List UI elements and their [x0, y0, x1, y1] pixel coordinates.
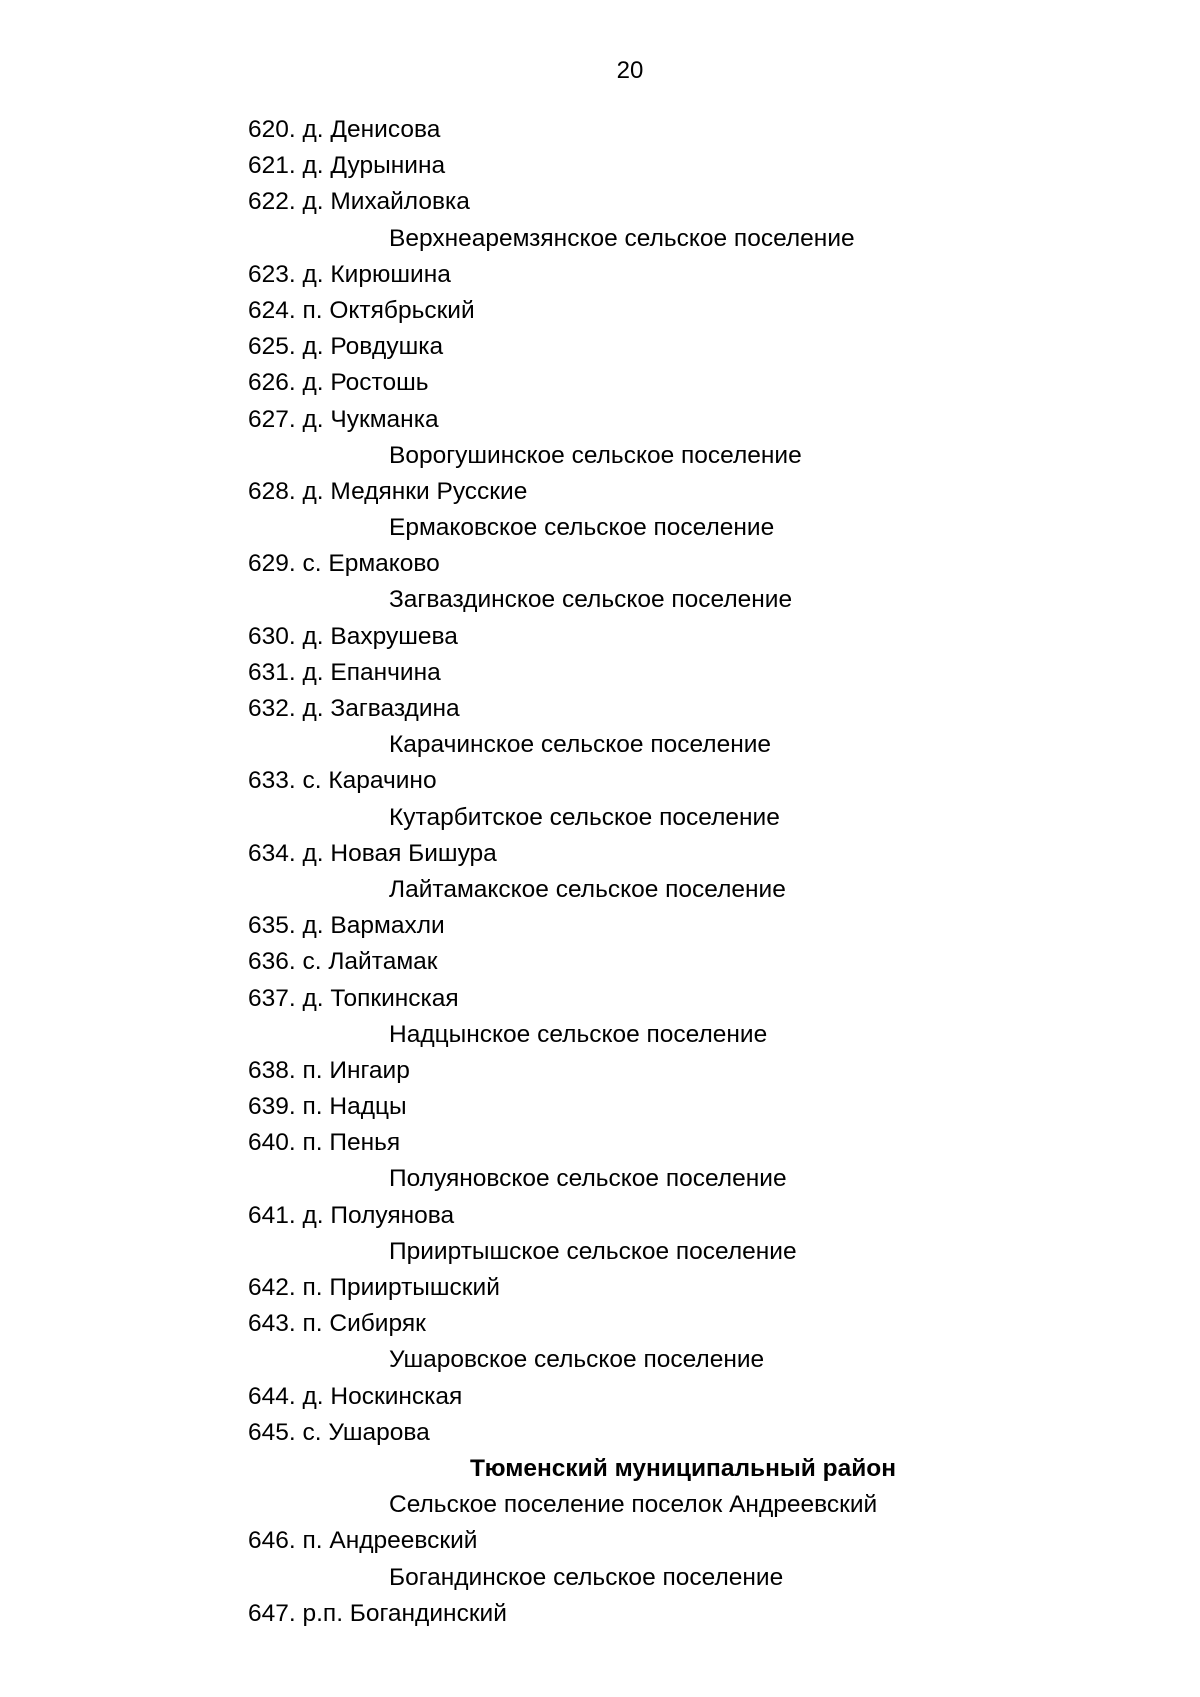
rural-settlement-heading: Полуяновское сельское поселение: [389, 1165, 787, 1193]
settlement-entry: 640. п. Пенья: [248, 1129, 401, 1157]
rural-settlement-heading: Ушаровское сельское поселение: [389, 1346, 765, 1374]
rural-settlement-heading: Надцынское сельское поселение: [389, 1020, 768, 1048]
settlement-entry: 629. с. Ермаково: [248, 550, 440, 578]
rural-settlement-heading: Богандинское сельское поселение: [389, 1563, 784, 1591]
settlement-entry: 636. с. Лайтамак: [248, 948, 438, 976]
settlement-entry: 625. д. Ровдушка: [248, 333, 444, 361]
settlement-entry: 633. с. Карачино: [248, 767, 437, 795]
settlement-entry: 632. д. Загваздина: [248, 695, 460, 722]
settlement-entry: 627. д. Чукманка: [248, 405, 439, 433]
municipal-district-heading: Тюменский муниципальный район: [470, 1454, 897, 1482]
settlement-entry: 621. д. Дурынина: [248, 152, 446, 180]
settlement-entry: 628. д. Медянки Русские: [248, 477, 528, 505]
rural-settlement-heading: Верхнеаремзянское сельское поселение: [389, 224, 855, 252]
settlement-entry: 626. д. Ростошь: [248, 369, 429, 397]
settlement-entry: 631. д. Епанчина: [248, 658, 441, 686]
settlement-entry: 638. п. Ингаир: [248, 1056, 410, 1084]
settlement-entry: 642. п. Прииртышский: [248, 1274, 500, 1301]
settlement-entry: 624. п. Октябрьский: [248, 296, 475, 324]
settlement-entry: 635. д. Вармахли: [248, 912, 445, 940]
settlement-entry: 639. п. Надцы: [248, 1093, 407, 1121]
settlement-list: [0, 112, 1200, 1632]
rural-settlement-heading: Ворогушинское сельское поселение: [389, 441, 802, 469]
settlement-entry: 645. с. Ушарова: [248, 1418, 430, 1446]
rural-settlement-heading: Прииртышское сельское поселение: [389, 1237, 797, 1265]
rural-settlement-heading: Сельское поселение поселок Андреевский: [389, 1491, 878, 1519]
settlement-entry: 630. д. Вахрушева: [248, 622, 458, 650]
settlement-entry: 623. д. Кирюшина: [248, 260, 451, 288]
page-number: 20: [616, 57, 644, 84]
rural-settlement-heading: Лайтамакское сельское поселение: [389, 875, 786, 903]
rural-settlement-heading: Загваздинское сельское поселение: [389, 586, 793, 614]
settlement-entry: 644. д. Носкинская: [248, 1382, 463, 1410]
settlement-entry: 641. д. Полуянова: [248, 1201, 455, 1229]
settlement-entry: 620. д. Денисова: [248, 116, 441, 143]
rural-settlement-heading: Карачинское сельское поселение: [389, 731, 772, 759]
rural-settlement-heading: Кутарбитское сельское поселение: [389, 803, 780, 831]
settlement-entry: 646. п. Андреевский: [248, 1527, 478, 1555]
settlement-entry: 637. д. Топкинская: [248, 984, 459, 1012]
settlement-entry: 634. д. Новая Бишура: [248, 839, 497, 867]
settlement-entry: 647. р.п. Богандинский: [248, 1599, 507, 1627]
settlement-entry: 622. д. Михайловка: [248, 188, 470, 216]
settlement-entry: 643. п. Сибиряк: [248, 1310, 426, 1338]
rural-settlement-heading: Ермаковское сельское поселение: [389, 514, 775, 542]
